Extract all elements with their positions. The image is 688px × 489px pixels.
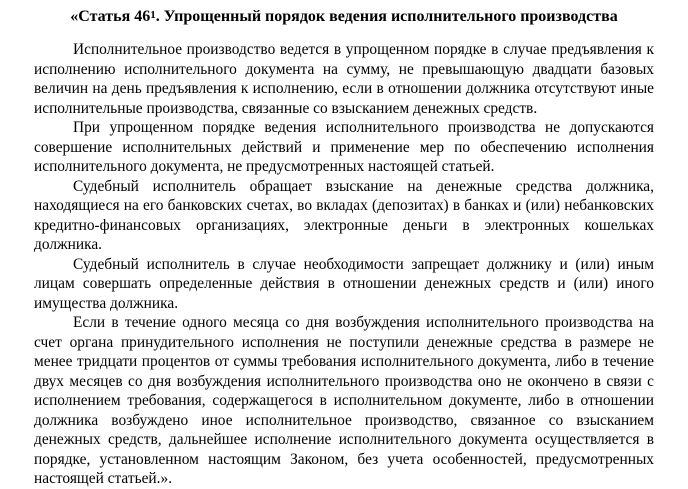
article-title xyxy=(34,6,654,28)
article-paragraph-3: Судебный исполнитель обращает взыскание на денежные средства должника, находящиеся на его банковских счетах, во вкладах (депозитах) в банках и (или) небанковских кредитно-финансовых организациях, электронные деньги в электронных кошельках должника. xyxy=(34,177,654,253)
article-title-text: . Упрощенный порядок ведения исполнительного производства xyxy=(155,8,618,25)
article-paragraph-5: Если в течение одного месяца со дня возбуждения исполнительного производства на счет органа принудительного исполнения не поступили денежные средства в размере не менее тридцати процентов от суммы требования исполнительного документа, либо в течение двух месяцев со дня возбуждения исполнительного производства оно не окончено в связи с исполнением требования, содержащегося в исполнительном документе, либо в отношении должника возбуждено иное исполнительное производство, связанное со взысканием денежных средств, дальнейшее исполнение исполнительного документа осуществляется в порядке, установленном настоящим Законом, без учета особенностей, предусмотренных настоящей статьей.». xyxy=(34,314,654,487)
article-paragraph-4: Судебный исполнитель в случае необходимости запрещает должнику и (или) иным лицам совершать определенные действия в отношении денежных средств и (или) иного имущества должника. xyxy=(34,255,654,312)
article-title-prefix: «Статья 46 xyxy=(70,8,151,25)
article-paragraph-1: Исполнительное производство ведется в упрощенном порядке в случае предъявления к исполнению исполнительного документа на сумму, не превышающую двадцати базовых величин на день предъявления к исполнению, если в отношении должника отсутствуют иные исполнительные производства, связанные со взысканием денежных средств. xyxy=(34,41,654,117)
article-number-superscript: 1 xyxy=(150,9,156,21)
article-paragraph-2: При упрощенном порядке ведения исполнительного производства не допускаются совершение исполнительных действий и применение мер по обеспечению исполнения исполнительного документа, не предусмотренных настоящей статьей. xyxy=(34,119,654,175)
